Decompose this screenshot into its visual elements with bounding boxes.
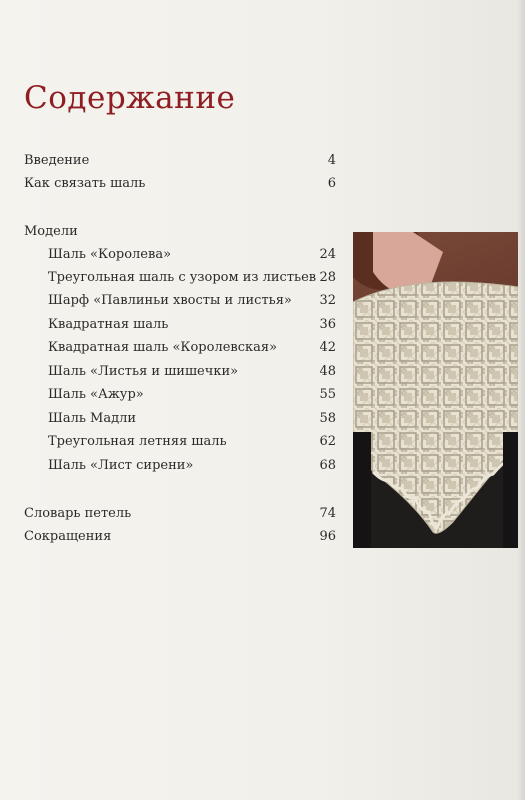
toc-model-item	[48, 293, 336, 313]
toc-entry-page: 96	[319, 529, 336, 544]
section-heading-models: Модели	[24, 224, 78, 239]
toc-entry-label: Шаль «Ажур»	[48, 387, 144, 402]
toc-model-item	[48, 247, 336, 267]
toc-entry-label: Как связать шаль	[24, 176, 146, 191]
toc-model-item	[48, 411, 336, 431]
shawl-photo	[353, 232, 518, 548]
toc-entry-page: 62	[319, 434, 336, 449]
toc-entry-page: 4	[327, 153, 336, 168]
toc-entry-page: 55	[319, 387, 336, 402]
toc-entry-label: Введение	[24, 153, 90, 168]
toc-model-item	[48, 364, 336, 384]
toc-entry-label: Треугольная летняя шаль	[48, 434, 227, 449]
toc-entry-page: 6	[327, 176, 336, 191]
shawl-illustration	[353, 232, 518, 548]
toc-entry-page: 32	[319, 293, 336, 308]
toc-entry-label: Шаль «Лист сирени»	[48, 458, 194, 473]
toc-entry-abbreviations	[24, 529, 336, 549]
toc-entry-label: Шаль Мадли	[48, 411, 137, 426]
toc-entry-how-to-knit	[24, 176, 336, 196]
toc-entry-introduction	[24, 153, 336, 173]
toc-entry-stitch-dictionary	[24, 506, 336, 526]
toc-entry-page: 74	[319, 506, 336, 521]
toc-entry-label: Словарь петель	[24, 506, 132, 521]
toc-entry-label: Квадратная шаль «Королевская»	[48, 340, 278, 355]
toc-entry-page: 42	[319, 340, 336, 355]
toc-entry-page: 58	[319, 411, 336, 426]
toc-model-item	[48, 458, 336, 478]
toc-entry-label: Квадратная шаль	[48, 317, 169, 332]
toc-entry-label: Шаль «Листья и шишечки»	[48, 364, 239, 379]
toc-model-item	[48, 340, 336, 360]
toc-entry-page: 28	[319, 270, 336, 285]
toc-entry-page: 36	[319, 317, 336, 332]
page-title: Содержание	[24, 80, 236, 116]
toc-entry-label: Шаль «Королева»	[48, 247, 172, 262]
toc-entry-label: Шарф «Павлиньи хвосты и листья»	[48, 293, 292, 308]
toc-entry-label: Сокращения	[24, 529, 112, 544]
page-spine-shadow	[517, 0, 525, 800]
toc-entry-label: Треугольная шаль с узором из листьев	[48, 270, 317, 285]
toc-entry-page: 48	[319, 364, 336, 379]
toc-model-item	[48, 317, 336, 337]
toc-model-item	[48, 270, 336, 290]
toc-entry-page: 24	[319, 247, 336, 262]
toc-model-item	[48, 387, 336, 407]
toc-entry-page: 68	[319, 458, 336, 473]
toc-model-item	[48, 434, 336, 454]
